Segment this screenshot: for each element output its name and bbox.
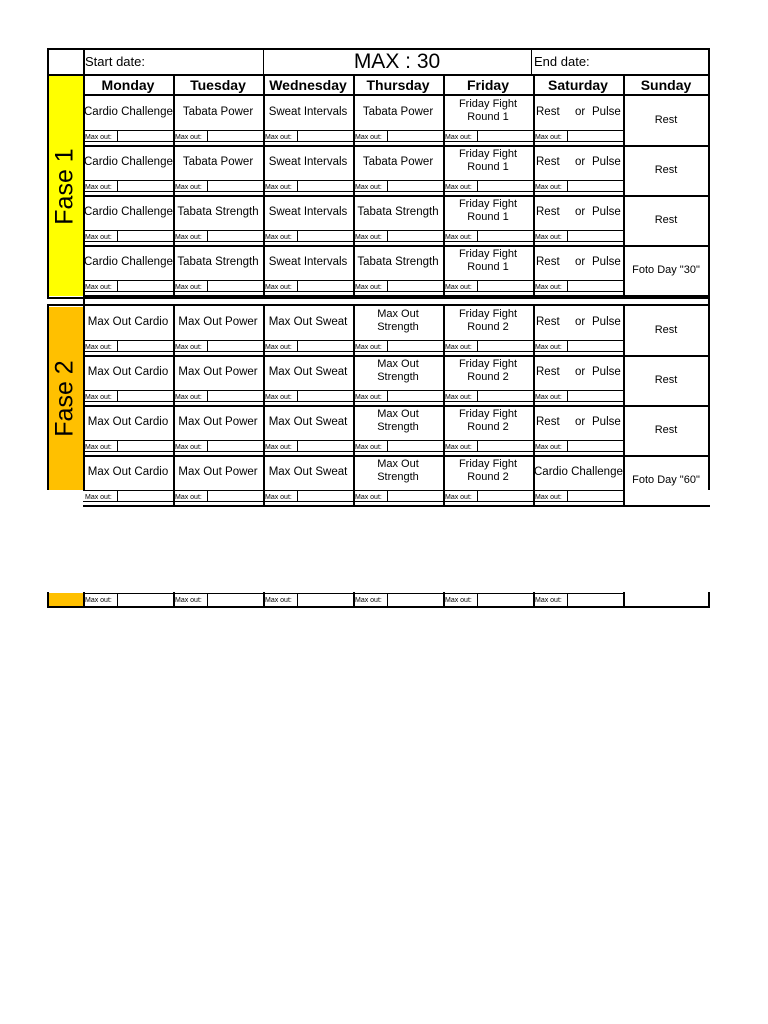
workout-tue: Tabata Power: [182, 156, 254, 168]
v-line: [567, 181, 568, 191]
max-out-label: Max out:: [265, 344, 292, 351]
h-line: [47, 606, 710, 608]
v-line: [387, 231, 388, 241]
v-line: [387, 491, 388, 501]
max-out-label: Max out:: [175, 184, 202, 191]
v-line: [117, 281, 118, 291]
workout-fri-line2: Round 2: [467, 321, 509, 333]
max-out-label: Max out:: [175, 134, 202, 141]
v-line: [297, 231, 298, 241]
fase2-band-bottom: [47, 593, 83, 607]
v-line: [263, 48, 264, 76]
workout-tue: Max Out Power: [178, 316, 258, 328]
max-out-label: Max out:: [175, 444, 202, 451]
workout-wed: Max Out Sweat: [268, 466, 348, 478]
v-line: [207, 181, 208, 191]
max-out-label: Max out:: [355, 597, 382, 604]
workout-thu: Tabata Strength: [357, 256, 439, 268]
v-line: [477, 441, 478, 451]
workout-fri-line2: Round 1: [467, 261, 509, 273]
max-out-label: Max out:: [355, 284, 382, 291]
v-line: [297, 181, 298, 191]
v-line: [297, 131, 298, 141]
v-line: [297, 391, 298, 401]
max-out-label: Max out:: [175, 494, 202, 501]
workout-fri-line2: Round 1: [467, 211, 509, 223]
v-line: [567, 391, 568, 401]
v-line: [117, 231, 118, 241]
max-out-label: Max out:: [265, 494, 292, 501]
workout-sat: Rest: [536, 366, 560, 378]
max-out-label: Max out:: [175, 597, 202, 604]
max-out-label: Max out:: [355, 234, 382, 241]
workout-sun: Rest: [654, 114, 678, 126]
workout-sat-or: or: [575, 316, 586, 328]
sheet-title: MAX : 30: [353, 50, 441, 73]
workout-sat: Cardio Challenge: [534, 466, 623, 478]
max-out-label: Max out:: [85, 284, 112, 291]
max-out-label: Max out:: [175, 234, 202, 241]
v-line: [117, 181, 118, 191]
day-header-wednesday: Wednesday: [269, 77, 347, 93]
max-out-label: Max out:: [85, 394, 112, 401]
v-line: [387, 181, 388, 191]
max-out-label: Max out:: [265, 234, 292, 241]
workout-sat: Rest: [536, 156, 560, 168]
v-line: [297, 281, 298, 291]
workout-tue: Tabata Power: [182, 106, 254, 118]
v-line: [47, 304, 49, 490]
day-header-tuesday: Tuesday: [190, 77, 246, 93]
max-out-label: Max out:: [85, 134, 112, 141]
max-out-label: Max out:: [355, 134, 382, 141]
workout-sun: Rest: [654, 214, 678, 226]
max-out-label: Max out:: [445, 234, 472, 241]
workout-tue: Max Out Power: [178, 416, 258, 428]
workout-sat-or: or: [575, 416, 586, 428]
v-line: [623, 592, 625, 608]
workout-wed: Sweat Intervals: [268, 156, 348, 168]
h-line: [83, 245, 710, 247]
v-line: [207, 491, 208, 501]
h-line: [83, 94, 710, 96]
v-line: [47, 48, 49, 298]
workout-fri-line1: Friday Fight: [458, 198, 518, 210]
workout-fri-line1: Friday Fight: [458, 308, 518, 320]
max-out-label: Max out:: [355, 184, 382, 191]
workout-thu-line1: Max Out: [377, 458, 419, 470]
day-header-saturday: Saturday: [548, 77, 608, 93]
max-out-label: Max out:: [445, 184, 472, 191]
workout-fri-line1: Friday Fight: [458, 148, 518, 160]
workout-sat: Rest: [536, 416, 560, 428]
v-line: [567, 281, 568, 291]
max-out-label: Max out:: [265, 284, 292, 291]
v-line: [117, 131, 118, 141]
v-line: [207, 341, 208, 351]
workout-fri-line2: Round 2: [467, 371, 509, 383]
v-line: [567, 131, 568, 141]
workout-thu: Tabata Power: [362, 106, 434, 118]
max-out-label: Max out:: [535, 344, 562, 351]
max-out-label: Max out:: [445, 494, 472, 501]
v-line: [207, 281, 208, 291]
h-line: [47, 48, 710, 50]
workout-sun: Rest: [654, 324, 678, 336]
workout-mon: Cardio Challenge: [84, 256, 173, 268]
v-line: [117, 491, 118, 501]
max-out-label: Max out:: [535, 444, 562, 451]
v-line: [623, 76, 625, 94]
workout-sat: Rest: [536, 316, 560, 328]
workout-fri-line2: Round 2: [467, 471, 509, 483]
max-out-label: Max out:: [355, 444, 382, 451]
day-header-thursday: Thursday: [366, 77, 430, 93]
v-line: [533, 76, 535, 94]
v-line: [117, 441, 118, 451]
workout-wed: Sweat Intervals: [268, 256, 348, 268]
start-date-label: Start date:: [85, 54, 145, 69]
h-line: [83, 505, 710, 507]
max-out-label: Max out:: [535, 394, 562, 401]
v-line: [387, 341, 388, 351]
max-out-label: Max out:: [175, 344, 202, 351]
workout-fri-line1: Friday Fight: [458, 358, 518, 370]
v-line: [387, 391, 388, 401]
max-out-label: Max out:: [535, 284, 562, 291]
h-line: [83, 455, 710, 457]
workout-sat-or: or: [575, 366, 586, 378]
workout-fri-line2: Round 2: [467, 421, 509, 433]
workout-sat-or: or: [575, 256, 586, 268]
v-line: [567, 491, 568, 501]
workout-thu-line2: Strength: [377, 421, 419, 433]
day-header-sunday: Sunday: [640, 77, 692, 93]
v-line: [443, 76, 445, 94]
workout-sat-alt: Pulse: [592, 316, 621, 328]
h-line: [83, 145, 710, 147]
workout-mon: Max Out Cardio: [87, 416, 169, 428]
workout-sun: Rest: [654, 164, 678, 176]
v-line: [263, 76, 265, 94]
workout-sat-alt: Pulse: [592, 256, 621, 268]
workout-sat-alt: Pulse: [592, 416, 621, 428]
workout-fri-line1: Friday Fight: [458, 458, 518, 470]
max-out-label: Max out:: [265, 134, 292, 141]
max-out-label: Max out:: [355, 494, 382, 501]
workout-tue: Tabata Strength: [177, 206, 259, 218]
max-out-label: Max out:: [535, 234, 562, 241]
workout-fri-line2: Round 1: [467, 111, 509, 123]
workout-thu: Tabata Power: [362, 156, 434, 168]
workout-wed: Sweat Intervals: [268, 106, 348, 118]
workout-fri-line1: Friday Fight: [458, 408, 518, 420]
workout-sun: Rest: [654, 424, 678, 436]
v-line: [297, 491, 298, 501]
workout-sat-alt: Pulse: [592, 366, 621, 378]
v-line: [387, 281, 388, 291]
workout-sun: Foto Day "60": [632, 474, 700, 486]
workout-tue: Max Out Power: [178, 466, 258, 478]
workout-fri-line1: Friday Fight: [458, 248, 518, 260]
max-out-label: Max out:: [445, 394, 472, 401]
max-out-label: Max out:: [175, 284, 202, 291]
day-header-monday: Monday: [101, 77, 155, 93]
workout-mon: Max Out Cardio: [87, 316, 169, 328]
workout-thu-line2: Strength: [377, 321, 419, 333]
v-line: [117, 341, 118, 351]
v-line: [297, 441, 298, 451]
max-out-label: Max out:: [265, 394, 292, 401]
v-line: [477, 281, 478, 291]
max-out-label: Max out:: [445, 444, 472, 451]
v-line: [387, 131, 388, 141]
v-line: [477, 131, 478, 141]
v-line: [567, 441, 568, 451]
max-out-label: Max out:: [85, 494, 112, 501]
workout-thu-line2: Strength: [377, 371, 419, 383]
workout-sat-alt: Pulse: [592, 156, 621, 168]
v-line: [207, 231, 208, 241]
workout-thu: Tabata Strength: [357, 206, 439, 218]
max-out-label: Max out:: [355, 344, 382, 351]
v-line: [567, 231, 568, 241]
workout-sat-or: or: [575, 156, 586, 168]
v-line: [297, 593, 298, 606]
v-line: [117, 391, 118, 401]
max-out-label: Max out:: [85, 184, 112, 191]
h-line: [83, 195, 710, 197]
workout-tue: Max Out Power: [178, 366, 258, 378]
max-out-label: Max out:: [535, 134, 562, 141]
max-out-label: Max out:: [265, 184, 292, 191]
v-line: [477, 231, 478, 241]
v-line: [117, 593, 118, 606]
workout-mon: Cardio Challenge: [84, 206, 173, 218]
v-line: [567, 341, 568, 351]
v-line: [207, 391, 208, 401]
h-line: [83, 355, 710, 357]
workout-mon: Max Out Cardio: [87, 466, 169, 478]
workout-wed: Max Out Sweat: [268, 416, 348, 428]
workout-thu-line2: Strength: [377, 471, 419, 483]
workout-sat: Rest: [536, 206, 560, 218]
h-line: [83, 405, 710, 407]
end-date-label: End date:: [534, 54, 590, 69]
workout-wed: Sweat Intervals: [268, 206, 348, 218]
day-header-friday: Friday: [466, 77, 509, 93]
workout-thu-line1: Max Out: [377, 358, 419, 370]
workout-sat-alt: Pulse: [592, 106, 621, 118]
workout-sun: Foto Day "30": [632, 264, 700, 276]
max-out-label: Max out:: [445, 134, 472, 141]
max-out-label: Max out:: [355, 394, 382, 401]
workout-thu-line1: Max Out: [377, 308, 419, 320]
v-line: [47, 592, 49, 608]
v-line: [567, 593, 568, 606]
h-line: [47, 74, 710, 76]
workout-sun: Rest: [654, 374, 678, 386]
max-out-label: Max out:: [445, 597, 472, 604]
fase2-label: Fase 2: [50, 360, 79, 437]
v-line: [207, 441, 208, 451]
workout-thu-line1: Max Out: [377, 408, 419, 420]
max-out-label: Max out:: [85, 444, 112, 451]
v-line: [477, 593, 478, 606]
workout-mon: Max Out Cardio: [87, 366, 169, 378]
max-out-label: Max out:: [535, 184, 562, 191]
workout-fri-line1: Friday Fight: [458, 98, 518, 110]
v-line: [708, 592, 710, 608]
workout-mon: Cardio Challenge: [84, 156, 173, 168]
v-line: [353, 76, 355, 94]
max-out-label: Max out:: [535, 597, 562, 604]
workout-wed: Max Out Sweat: [268, 316, 348, 328]
v-line: [387, 593, 388, 606]
workout-wed: Max Out Sweat: [268, 366, 348, 378]
v-line: [173, 76, 175, 94]
v-line: [477, 181, 478, 191]
workout-mon: Cardio Challenge: [84, 106, 173, 118]
max-out-label: Max out:: [445, 344, 472, 351]
v-line: [207, 131, 208, 141]
max-out-label: Max out:: [85, 344, 112, 351]
workout-tue: Tabata Strength: [177, 256, 259, 268]
workout-fri-line2: Round 1: [467, 161, 509, 173]
workout-sat: Rest: [536, 106, 560, 118]
workout-sat-alt: Pulse: [592, 206, 621, 218]
v-line: [297, 341, 298, 351]
fase1-label: Fase 1: [50, 147, 79, 225]
v-line: [477, 391, 478, 401]
max-out-label: Max out:: [445, 284, 472, 291]
max-out-label: Max out:: [535, 494, 562, 501]
h-line: [47, 304, 710, 306]
max-out-label: Max out:: [265, 444, 292, 451]
v-line: [477, 341, 478, 351]
workout-sat-or: or: [575, 206, 586, 218]
max-out-label: Max out:: [265, 597, 292, 604]
v-line: [531, 48, 532, 76]
h-line: [47, 297, 710, 299]
max-out-label: Max out:: [175, 394, 202, 401]
max-out-label: Max out:: [85, 234, 112, 241]
v-line: [387, 441, 388, 451]
workout-sat: Rest: [536, 256, 560, 268]
v-line: [207, 593, 208, 606]
v-line: [477, 491, 478, 501]
max-out-label: Max out:: [85, 597, 112, 604]
workout-sat-or: or: [575, 106, 586, 118]
